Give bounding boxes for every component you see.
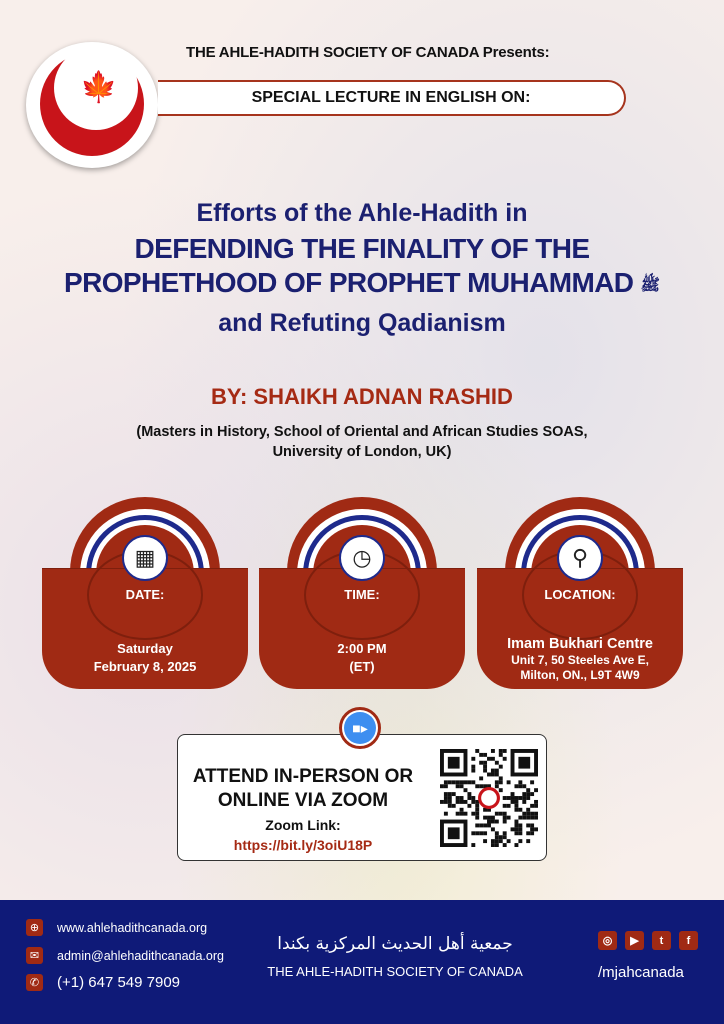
globe-icon: ⊕ xyxy=(26,919,43,936)
speaker-credentials xyxy=(0,422,724,462)
zoom-info-box xyxy=(177,734,547,861)
zoom-link[interactable]: https://bit.ly/3oiU18P xyxy=(233,837,373,853)
calendar-icon: ▦ xyxy=(122,535,168,581)
title-line-3: PROPHETHOOD OF PROPHET MUHAMMAD ﷺ xyxy=(64,267,660,298)
salawat-glyph: ﷺ xyxy=(640,275,660,295)
zoom-link-label: Zoom Link: xyxy=(265,817,341,833)
mail-icon: ✉ xyxy=(26,947,43,964)
clock-icon: ◷ xyxy=(339,535,385,581)
email-item[interactable]: ✉ admin@ahlehadithcanada.org xyxy=(26,947,224,964)
twitter-icon[interactable]: t xyxy=(652,931,671,950)
location-label: LOCATION: xyxy=(544,587,616,602)
date-label: DATE: xyxy=(125,587,165,602)
title-line-4: and Refuting Qadianism xyxy=(218,309,506,337)
arabic-org-name: جمعية أهل الحديث المركزية بكندا xyxy=(277,934,513,954)
credentials-line-1: (Masters in History, School of Oriental and African Studies SOAS, xyxy=(136,424,588,440)
social-handle: /mjahcanada xyxy=(598,964,684,981)
title-line-2: DEFENDING THE FINALITY OF THE xyxy=(134,233,590,264)
lecture-banner: SPECIAL LECTURE IN ENGLISH ON: xyxy=(158,80,626,116)
youtube-icon[interactable]: ▶ xyxy=(625,931,644,950)
attend-text: ATTEND IN-PERSON OR ONLINE VIA ZOOM xyxy=(192,766,414,811)
speaker-name: BY: SHAIKH ADNAN RASHID xyxy=(211,384,513,409)
presents-text: THE AHLE-HADITH SOCIETY OF CANADA Presents: xyxy=(186,44,550,61)
maple-leaf-icon: 🍁 xyxy=(80,71,118,104)
time-label: TIME: xyxy=(344,587,380,602)
date-value: Saturday February 8, 2025 xyxy=(93,641,197,674)
credentials-line-2: University of London, UK) xyxy=(272,444,452,460)
time-card xyxy=(259,497,465,689)
phone-item[interactable]: ✆ (+1) 647 549 7909 xyxy=(26,974,180,991)
title-line-1: Efforts of the Ahle-Hadith in xyxy=(196,199,528,227)
time-value: 2:00 PM (ET) xyxy=(337,641,387,674)
social-icons xyxy=(598,931,698,950)
instagram-icon[interactable]: ◎ xyxy=(598,931,617,950)
org-name: THE AHLE-HADITH SOCIETY OF CANADA xyxy=(267,964,523,979)
zoom-camera-icon: ■▸ xyxy=(339,707,381,749)
society-logo xyxy=(26,42,158,168)
date-card xyxy=(42,497,248,689)
location-card xyxy=(477,497,683,689)
facebook-icon[interactable]: f xyxy=(679,931,698,950)
whatsapp-icon: ✆ xyxy=(26,974,43,991)
map-pin-icon: ⚲ xyxy=(557,535,603,581)
website-item[interactable]: ⊕ www.ahlehadithcanada.org xyxy=(26,919,207,936)
location-value: Imam Bukhari Centre Unit 7, 50 Steeles Ave E, Milton, ON., L9T 4W9 xyxy=(507,636,653,682)
qr-code[interactable] xyxy=(440,749,538,847)
